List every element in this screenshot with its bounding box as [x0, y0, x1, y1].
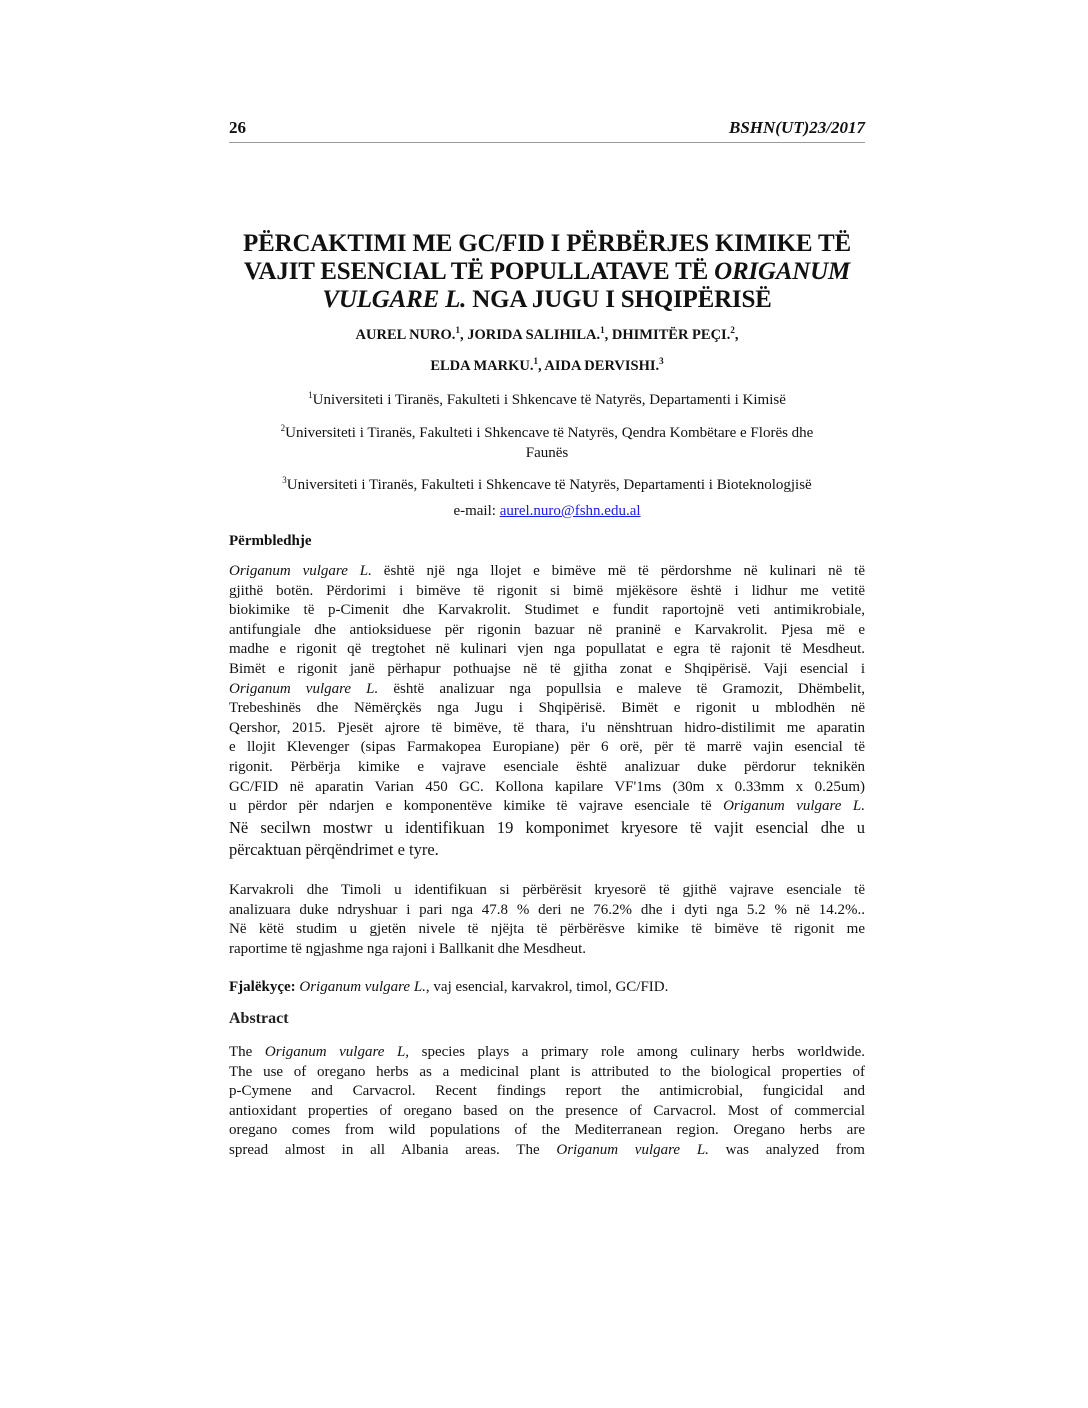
text-span: The [229, 1044, 265, 1060]
running-header [229, 116, 865, 143]
affiliation-1 [229, 385, 865, 410]
author-affil-sup: 1 [533, 356, 538, 366]
species-name: Origanum vulgare L. [229, 680, 379, 697]
species-name: Origanum vulgare L. [229, 563, 372, 579]
text-line: madhe e rigonit që tregtohet në kulinari vjen nga popullatat e egra të rajonit të Mesdheut. [229, 641, 865, 658]
journal-reference: BSHN(UT)23/2017 [729, 118, 865, 137]
text-line: Qershor, 2015. Pjesët ajrore të bimëve, të thara, i'u nënshtruan hidro-distilimit me aparatin [229, 719, 865, 736]
author-affil-sup: 2 [730, 325, 735, 335]
species-name: Origanum vulgare L. [723, 798, 865, 815]
affiliation-3 [229, 470, 865, 495]
text-line [229, 562, 865, 582]
text-line: përcaktuan përqëndrimet e tyre. [229, 839, 439, 859]
author-name: , AIDA DERVISHI. [537, 357, 660, 374]
text-line [229, 797, 865, 817]
authors-line-2 [229, 356, 865, 375]
abstract-heading: Abstract [229, 1010, 289, 1027]
text-line: Në secilwn mostwr u identifikuan 19 komponimet kryesore të vajit esencial dhe u [229, 817, 865, 837]
author-name: , JORIDA SALIHILA. [459, 326, 601, 343]
email-link[interactable]: aurel.nuro@fshn.edu.al [499, 503, 641, 519]
author-separator: , [734, 326, 739, 343]
author-affil-sup: 3 [659, 356, 664, 366]
author-name: AUREL NURO. [355, 326, 456, 343]
text-line: Bimët e rigonit janë përhapur pothuajse në të gjitha zonat e Shqipërisë. Vaji esencial i [229, 660, 865, 677]
text-line: antifungiale dhe antioksiduese për rigonin bazuar në praninë e Karvakrolit. Pjesa më e [229, 621, 865, 638]
author-affil-sup: 1 [600, 325, 605, 335]
text-span: u përdor për ndarjen e komponentëve kimike të vajrave esenciale të [229, 798, 724, 815]
species-name: Origanum vulgare L, [264, 1044, 410, 1060]
text-line: rigonit. Përbërja kimike e vajrave esenciale është analizuar duke përdorur teknikën [229, 758, 865, 775]
affiliation-text-cont: Faunës [525, 445, 569, 461]
title-line-2 [229, 258, 865, 286]
text-line [229, 1043, 865, 1063]
affiliation-text: Universiteti i Tiranës, Fakulteti i Shkencave të Natyrës, Departamenti i Kimisë [312, 392, 786, 408]
results-paragraph [229, 881, 865, 959]
text-line: Në këtë studim u gjetën nivele të njëjta të përbërësve kimike të bimëve të rigonit me [229, 921, 865, 938]
text-line: oregano comes from wild populations of the Mediterranean region. Oregano herbs are [229, 1122, 865, 1139]
title-line-2-italic: ORIGANUM [714, 258, 851, 285]
text-line: antioxidant properties of oregano based on the presence of Carvacrol. Most of commercial [229, 1102, 865, 1119]
authors-line-1 [229, 325, 865, 344]
permbledhje-heading: Përmbledhje [229, 533, 312, 549]
affiliation-sup: 1 [308, 390, 313, 400]
affiliation-text: Universiteti i Tiranës, Fakulteti i Shkencave të Natyrës, Qendra Kombëtare e Florës dhe [285, 425, 814, 441]
keywords-text: , vaj esencial, karvakrol, timol, GC/FID. [425, 979, 669, 995]
text-line: e llojit Klevenger (sipas Farmakopea Europiane) për 6 orë, për të marrë vajin esencial të [229, 739, 865, 756]
text-line: biokimike të p-Cimenit dhe Karvakrolit. Studimet e fundit raportojnë veti antimikrobiale, [229, 602, 865, 619]
title-line-3-text: NGA JUGU I SHQIPËRISË [466, 286, 772, 313]
permbledhje-paragraph [229, 562, 865, 861]
text-span: was analyzed from [708, 1141, 865, 1158]
text-line: Trebeshinës dhe Nëmërçkës nga Jugu i Shqipërisë. Bimët e rigonit u mblodhën në [229, 700, 865, 717]
title-line-2-text: VAJIT ESENCIAL TË POPULLATAVE TË [243, 258, 715, 285]
email-label: e-mail: [453, 503, 500, 519]
text-line [229, 1141, 865, 1161]
page-number: 26 [229, 118, 246, 137]
text-line: gjithë botën. Përdorimi i bimëve të rigonit si bimë mjëkësore është i lidhur me vetitë [229, 582, 865, 599]
text-line: Karvakroli dhe Timoli u identifikuan si përbërësit kryesorë të gjithë vajrave esenciale të [229, 882, 865, 898]
species-name: Origanum vulgare L. [556, 1141, 709, 1158]
affiliation-text: Universiteti i Tiranës, Fakulteti i Shkencave të Natyrës, Departamenti i Bioteknologjisë [286, 477, 812, 493]
text-line [229, 978, 865, 998]
affiliation-2 [229, 418, 865, 463]
text-span: është analizuar nga popullsia e maleve të Gramozit, Dhëmbelit, [378, 680, 865, 697]
text-span: është një nga llojet e bimëve më të përdorshme në kulinari në të [371, 563, 866, 579]
title-line-1: PËRCAKTIMI ME GC/FID I PËRBËRJES KIMIKE TË [243, 230, 851, 257]
author-name: ELDA MARKU. [430, 357, 534, 374]
species-name: Origanum vulgare L. [295, 979, 426, 995]
text-line: analizuara duke ndryshuar i pari nga 47.8 % deri ne 76.2% dhe i dyti nga 5.2 % në 14.2%.. [229, 901, 865, 918]
text-span: species plays a primary role among culinary herbs worldwide. [409, 1044, 865, 1060]
author-name: , DHIMITËR PEÇI. [604, 326, 731, 343]
keywords-line [229, 978, 865, 998]
title-line-3 [229, 286, 865, 314]
affiliation-sup: 3 [282, 475, 287, 485]
contact-email [229, 503, 865, 520]
abstract-paragraph [229, 1043, 865, 1161]
text-line: The use of oregano herbs as a medicinal plant is attributed to the biological properties of [229, 1063, 865, 1080]
text-span: spread almost in all Albania areas. The [229, 1141, 557, 1158]
affiliation-sup: 2 [280, 423, 286, 433]
keywords-label: Fjalëkyçe: [229, 979, 296, 995]
author-affil-sup: 1 [455, 325, 460, 335]
text-line: GC/FID në aparatin Varian 450 GC. Kollona kapilare VF'1ms (30m x 0.33mm x 0.25um) [229, 778, 865, 795]
text-line: p-Cymene and Carvacrol. Recent findings report the antimicrobial, fungicidal and [229, 1083, 865, 1100]
text-line: raportime të ngjashme nga rajoni i Ballkanit dhe Mesdheut. [229, 940, 586, 957]
title-line-3-italic: VULGARE L. [322, 286, 467, 313]
paper-title [229, 230, 865, 314]
text-line [229, 680, 865, 700]
